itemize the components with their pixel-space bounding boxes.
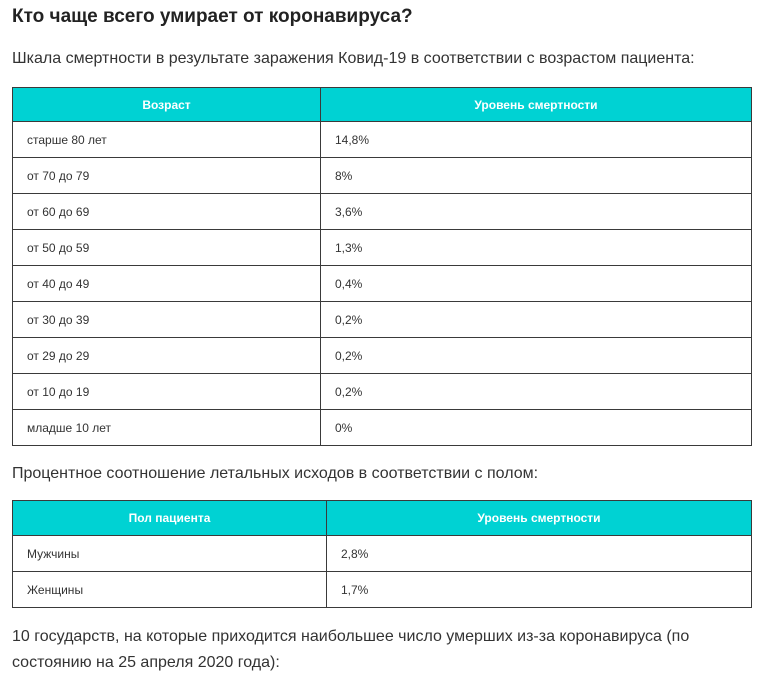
age-cell: от 50 до 59: [13, 230, 321, 266]
age-intro-text: Шкала смертности в результате заражения Ковид-19 в соответствии с возрастом пациента:: [12, 50, 695, 67]
sex-mortality-table: [12, 500, 752, 608]
table-header-row: [13, 88, 752, 122]
age-cell: от 40 до 49: [13, 266, 321, 302]
mortality-cell: 14,8%: [321, 122, 752, 158]
table-row: [13, 266, 752, 302]
mortality-cell: 0%: [321, 410, 752, 446]
mortality-cell: 8%: [321, 158, 752, 194]
column-header-mortality: Уровень смертности: [327, 501, 752, 536]
column-header-mortality: Уровень смертности: [321, 88, 752, 122]
table-row: [13, 572, 752, 608]
table-row: [13, 122, 752, 158]
table-row: [13, 302, 752, 338]
sex-intro-text: Процентное соотношение летальных исходов в соответствии с полом:: [12, 465, 539, 482]
mortality-cell: 0,4%: [321, 266, 752, 302]
table-header-row: [13, 501, 752, 536]
mortality-cell: 3,6%: [321, 194, 752, 230]
table-row: [13, 194, 752, 230]
table-row: [13, 536, 752, 572]
table-row: [13, 158, 752, 194]
sex-cell: Мужчины: [13, 536, 327, 572]
table-row: [13, 374, 752, 410]
mortality-cell: 1,3%: [321, 230, 752, 266]
mortality-cell: 2,8%: [327, 536, 752, 572]
table-row: [13, 338, 752, 374]
mortality-cell: 0,2%: [321, 302, 752, 338]
age-cell: от 60 до 69: [13, 194, 321, 230]
mortality-cell: 0,2%: [321, 338, 752, 374]
column-header-age: Возраст: [13, 88, 321, 122]
column-header-sex: Пол пациента: [13, 501, 327, 536]
table-row: [13, 410, 752, 446]
age-cell: от 29 до 29: [13, 338, 321, 374]
countries-intro-text: 10 государств, на которые приходится наибольшее число умерших из-за коронавируса (по состоянию на 25 апреля 2020 года):: [12, 628, 690, 671]
mortality-cell: 0,2%: [321, 374, 752, 410]
mortality-cell: 1,7%: [327, 572, 752, 608]
age-cell: от 30 до 39: [13, 302, 321, 338]
age-cell: младше 10 лет: [13, 410, 321, 446]
page-title: Кто чаще всего умирает от коронавируса?: [12, 6, 413, 27]
table-row: [13, 230, 752, 266]
age-mortality-table: [12, 87, 752, 446]
age-cell: от 70 до 79: [13, 158, 321, 194]
age-cell: старше 80 лет: [13, 122, 321, 158]
sex-cell: Женщины: [13, 572, 327, 608]
age-cell: от 10 до 19: [13, 374, 321, 410]
